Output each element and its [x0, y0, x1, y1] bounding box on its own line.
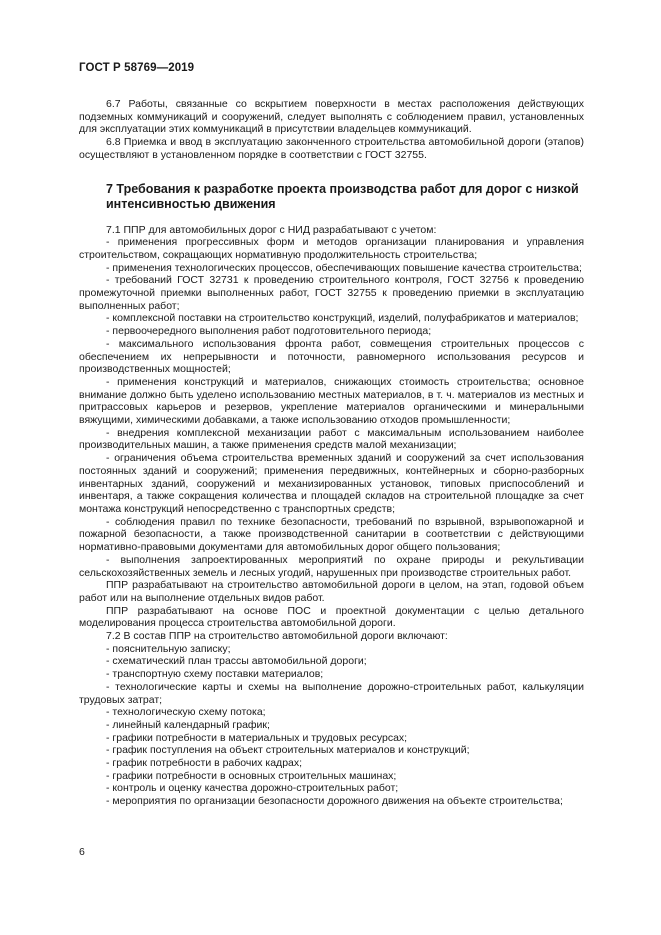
list-item: - линейный календарный график; — [106, 718, 270, 731]
list-item: - первоочередного выполнения работ подготовительного периода; — [106, 325, 432, 338]
list-item: - применения конструкций и материалов, снижающих стоимость строительства; основное внимание должно быть уделено использованию местных материалов, в т. ч. материалов из местных и притрассовых карьеров и резервов, укрепление материалов органическими и минеральными вяжущими, химическими добавками, а также использованию отходов промышленности; — [79, 375, 584, 427]
paragraph-7-1: 7.1 ППР для автомобильных дорог с НИД разрабатывают с учетом: — [106, 223, 437, 236]
list-item: - применения технологических процессов, обеспечивающих повышение качества строительства; — [106, 261, 582, 274]
paragraph-7-2: 7.2 В состав ППР на строительство автомобильной дороги включают: — [106, 630, 448, 643]
paragraph-ppr-basis: ППР разрабатывают на основе ПОС и проектной документации с целью детального моделирования процесса строительства автомобильной дороги. — [79, 604, 584, 630]
page-content — [79, 98, 584, 808]
list-item: - график поступления на объект строительных материалов и конструкций; — [106, 744, 470, 757]
list-item: - технологическую схему потока; — [106, 706, 266, 719]
list-item: - внедрения комплексной механизации работ с максимальным использованием наиболее производительных машин, а также применения средств малой механизации; — [79, 426, 584, 452]
list-item: - мероприятия по организации безопасности дорожного движения на объекте строительства; — [106, 795, 563, 808]
list-item: - ограничения объема строительства временных зданий и сооружений за счет использования постоянных зданий и сооружений; применения передвижных, контейнерных и сборно-разборных инвентарных зданий, сооружений и механизированных установок, типовых приспособлений и инвентаря, а также сокращения количества и площадей складов на строительной площадке за счет монтажа конструкций непосредственно с транспортных средств; — [79, 452, 584, 515]
list-item: - технологические карты и схемы на выполнение дорожно-строительных работ, калькуляции трудовых затрат; — [79, 680, 584, 706]
list-item: - комплексной поставки на строительство конструкций, изделий, полуфабрикатов и материалов; — [106, 312, 579, 325]
section-7-title: 7 Требования к разработке проекта производства работ для дорог с низкой интенсивностью движения — [106, 181, 579, 212]
document-header: ГОСТ Р 58769—2019 — [79, 62, 195, 74]
page-number: 6 — [79, 846, 85, 858]
list-item: - максимального использования фронта работ, совмещения строительных процессов с обеспечением их непрерывности и поточности, равномерного использования ресурсов и производственных мощностей; — [79, 337, 584, 376]
list-item: - контроль и оценку качества дорожно-строительных работ; — [106, 782, 399, 795]
list-item: - требований ГОСТ 32731 к проведению строительного контроля, ГОСТ 32756 к проведению промежуточной приемки выполненных работ, ГОСТ 32755 к проведению приемки в эксплуатацию выполненных работ; — [79, 274, 584, 312]
paragraph-ppr-scope: ППР разрабатывают на строительство автомобильной дороги в целом, на этап, годовой объем работ или на выполнение отдельных видов работ. — [79, 579, 584, 604]
list-item: - графики потребности в материальных и трудовых ресурсах; — [106, 731, 408, 744]
list-item: - выполнения запроектированных мероприятий по охране природы и рекультивации сельскохозяйственных земель и лесных угодий, нарушенных при производстве строительных работ. — [79, 553, 584, 579]
list-item: - соблюдения правил по технике безопасности, требований по взрывной, взрывопожарной и пожарной безопасности, а также производственной санитарии в соответствии с действующими нормативно-правовыми документами для автомобильных дорог общего пользования; — [79, 515, 584, 554]
list-item: - транспортную схему поставки материалов; — [106, 668, 324, 681]
list-item: - схематический план трассы автомобильной дороги; — [106, 655, 367, 668]
paragraph-6-8: 6.8 Приемка и ввод в эксплуатацию законченного строительства автомобильной дороги (этапов) осуществляют в установленном порядке в соответствии с ГОСТ 32755. — [79, 136, 584, 161]
list-item: - применения прогрессивных форм и методов организации планирования и управления строительством, сокращающих нормативную продолжительность строительства; — [79, 236, 584, 261]
list-item: - график потребности в рабочих кадрах; — [106, 757, 303, 770]
list-item: - графики потребности в основных строительных машинах; — [106, 769, 397, 782]
paragraph-6-7: 6.7 Работы, связанные со вскрытием поверхности в местах расположения действующих подземных коммуникаций и сооружений, следует выполнять с соблюдением правил, установленных для эксплуатации этих коммуникаций в присутствии владельцев коммуникаций. — [79, 98, 584, 136]
list-item: - пояснительную записку; — [106, 642, 231, 655]
